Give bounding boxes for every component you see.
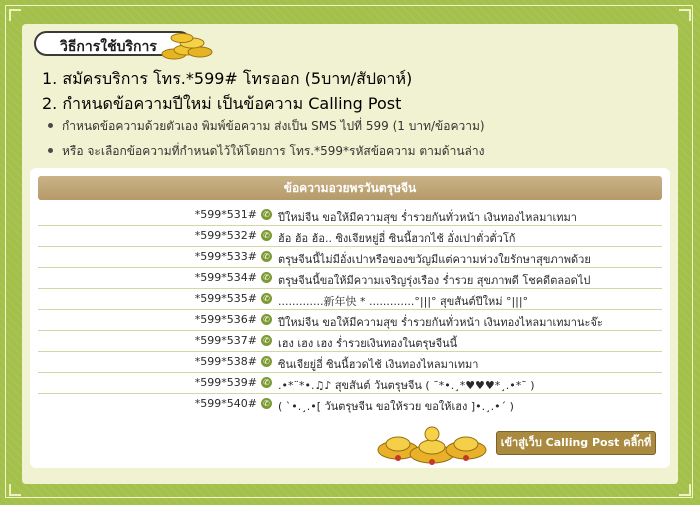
phone-icon[interactable]: ✆ (261, 377, 272, 388)
phone-icon[interactable]: ✆ (261, 398, 272, 409)
message-text: ตรุษจีนนี้ไม่มีอั่งเปาหรือของขวัญมีแต่ความห่วงใยรักษาสุขภาพด้วย (278, 253, 591, 266)
table-row[interactable] (38, 205, 662, 226)
corner-ornament (679, 9, 691, 21)
phone-icon[interactable]: ✆ (261, 314, 272, 325)
message-code: *599*537# (194, 334, 257, 347)
phone-icon[interactable]: ✆ (261, 356, 272, 367)
table-row[interactable] (38, 289, 662, 310)
gold-ingots-icon (376, 420, 488, 466)
bullet-text: หรือ จะเลือกข้อความที่กำหนดไว้ให้โดยการ โทร.*599*รหัสข้อความ ตามด้านล่าง (62, 144, 485, 158)
phone-icon[interactable]: ✆ (261, 272, 272, 283)
phone-icon[interactable]: ✆ (261, 209, 272, 220)
message-text: ( `•.¸.•[ วันตรุษจีน ขอให้รวย ขอให้เฮง ]•.¸.•´ ) (278, 400, 514, 413)
bullet-dot (48, 123, 53, 128)
message-code: *599*540# (194, 397, 257, 410)
message-code: *599*531# (194, 208, 257, 221)
table-row[interactable] (38, 247, 662, 268)
message-text: .............新年快 * .............°|||° สุขสันต์ปีใหม่ °|||° (278, 295, 529, 308)
phone-icon[interactable]: ✆ (261, 230, 272, 241)
step-2: 2. กำหนดข้อความปีใหม่ เป็นข้อความ Calling Post (42, 94, 402, 113)
message-code: *599*533# (194, 250, 257, 263)
message-text: เฮง เฮง เฮง ร่ำรวยเงินทองในตรุษจีนนี้ (278, 337, 458, 350)
message-text: .•*¨*•.♫♪ สุขสันต์ วันตรุษจีน ( ¯*•.¸*♥♥♥*¸.•*¯ ) (278, 379, 535, 392)
corner-ornament (679, 484, 691, 496)
table-row[interactable] (38, 268, 662, 289)
message-table (30, 168, 670, 468)
message-code: *599*536# (194, 313, 257, 326)
message-text: ปีใหม่จีน ขอให้มีความสุข ร่ำรวยกันทั่วหน้า เงินทองไหลมาเทมานะจ๊ะ (278, 316, 603, 329)
message-code: *599*538# (194, 355, 257, 368)
message-text: ซินเจียยู่อี่ ซินนี้ฮวดไช้ เงินทองไหลมาเทมา (278, 358, 479, 371)
step-1: 1. สมัครบริการ โทร.*599# โทรออก (5บาท/สัปดาห์) (42, 69, 413, 88)
bullet-text: กำหนดข้อความด้วยตัวเอง พิมพ์ข้อความ ส่งเป็น SMS ไปที่ 599 (1 บาท/ข้อความ) (62, 119, 485, 133)
message-text: ปีใหม่จีน ขอให้มีความสุข ร่ำรวยกันทั่วหน้า เงินทองไหลมาเทมา (278, 211, 577, 224)
table-row[interactable] (38, 394, 662, 415)
bullet-dot (48, 148, 53, 153)
message-text: ตรุษจีนนี้ขอให้มีความเจริญรุ่งเรือง ร่ำรวย สุขภาพดี โชคดีตลอดไป (278, 274, 591, 287)
table-row[interactable] (38, 226, 662, 247)
message-code: *599*532# (194, 229, 257, 242)
phone-icon[interactable]: ✆ (261, 293, 272, 304)
message-code: *599*534# (194, 271, 257, 284)
bullet-item (48, 117, 485, 136)
corner-ornament (9, 484, 21, 496)
message-text: ฮ้อ ฮ้อ ฮ้อ.. ซิงเจียหยู่อี่ ซินนี้ฮวกไช้ อั่งเปาตั่วตั่วโก้ (278, 232, 516, 245)
calling-post-link-button[interactable]: เข้าสู่เว็บ Calling Post คลิ๊กที่นี่ (496, 431, 656, 455)
phone-icon[interactable]: ✆ (261, 335, 272, 346)
section-title: วิธีการใช้บริการ (60, 39, 157, 55)
message-code: *599*535# (194, 292, 257, 305)
table-row[interactable] (38, 331, 662, 352)
phone-icon[interactable]: ✆ (261, 251, 272, 262)
gold-coins-icon (160, 30, 214, 60)
table-row[interactable] (38, 352, 662, 373)
message-code: *599*539# (194, 376, 257, 389)
table-row[interactable] (38, 310, 662, 331)
table-row[interactable] (38, 373, 662, 394)
bullet-item (48, 142, 484, 161)
corner-ornament (9, 9, 21, 21)
table-header: ข้อความอวยพรวันตรุษจีน (38, 176, 662, 200)
